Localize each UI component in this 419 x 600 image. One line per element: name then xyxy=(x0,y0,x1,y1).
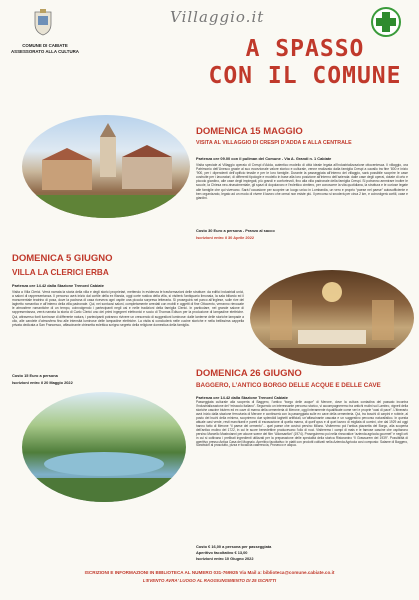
event2-subtitle: VILLA LA CLERICI ERBA xyxy=(12,268,109,277)
villaggio-logo: Villaggio.it xyxy=(170,8,265,26)
event2-departure: Partenza ore 14.42 dalla Stazione Trenord Cabiate xyxy=(12,283,104,288)
event1-cost: Costo 30 Euro a persona - Pranzo al sacco xyxy=(196,228,275,233)
event3-aperitivo: Aperitivo facoltativo € 13,00 xyxy=(196,550,248,555)
event1-subtitle: VISITA AL VILLAGGIO DI CRESPI D’ADDA E ALLA CENTRALE xyxy=(196,140,352,146)
footer-contact: ISCRIZIONI E INFORMAZIONI IN BIBLIOTECA AL NUMERO 031-769925 Via Mail a: biblioteca@comune.cabiate.co.it xyxy=(84,570,335,575)
event3-body: Passeggiata culturale alla scoperta di Baggero, l’antico “borgo delle acque” di Merone, dove la cultura contadina del passato incontra l’industrializzazione del “miracolo italiano”. Seguendo un interessante percorso storico, vi accompagneremo tra antichi mulini sul Lambro, vigneti della storiche cascine biutem ed ex cave di marna della cementeria di Merone, oggi interamente riqualificate come veri e proprie “oasi di pace”. L’itinerario avrà inizio dalla stazione ferroviaria di Merone e continuerà con la passeggiata sulle ex cave della cementeria. Qui, tra boschi di carpini e robinie, al posto dei buchi della miniera, scopriremo due splendidi laghetti artificiali, un’affascinante cascata e un suggestivo percorso naturalistico. In questa attuale oasi verde, resti marchianti e pareti di escavazione di quella marna, di quell’opus e di quel lavoro di migliaia di uomini, che dal 1929 ad oggi hanno fatto di Merone “il paese del cemento”... quel paese che costruì persino Milano. Visiteremo poi l’antica piazzetta del Borgo, alla scoperta dell’antico mulino del 1722, in cui le suore benedettine producevano l’olio di noci. Visiteremo i campi di mais e le famose cascine che ospitarono persino Marcello Mastroianni per alcune scene del film “Allonsanfàn” (1974). Proseguiremo poi nella rinnovatice “azienda agricola gourmet” e negli orti in cui si coltivano i prelibati ingredienti utilizzati per la preparazione delle specialità della storica Ristoranino “Il Grassurem del 1939”. Possibilità di aperitivo presso Antica Casa del Mugnaio. Aperitivo facoltativo: in piatti con prodotti coltivati nella Azienda Agricola cosi composto: Salame di Baggero, Sandwich al prosciutto, pizza e focaccia casereccia, Prosecco e acqua. xyxy=(196,400,408,448)
baggero-lake-photo xyxy=(22,392,186,502)
event2-cost: Costo 15 Euro a persona xyxy=(12,373,58,378)
event1-signup: Iscrizioni entro il 30 Aprile 2022 xyxy=(196,235,255,240)
event3-signup: Iscrizioni entro 10 Giugno 2022 xyxy=(196,556,254,561)
event1-departure: Partenza ore 09.00 con il pullman del Comune - Via A. Grandi n. 1 Cabiate xyxy=(196,156,332,161)
villa-clerici-interior-photo xyxy=(250,270,414,366)
event1-date: DOMENICA 15 MAGGIO xyxy=(196,126,303,137)
event3-date: DOMENICA 26 GIUGNO xyxy=(196,368,302,379)
crespi-village-photo xyxy=(22,115,190,218)
event1-body: Visita speciale al Villaggio operaio di Crespi d’Adda, autentico modello di città ideale legata all’industrializzazione ottocentesca. Il villaggio, ora Patrimonio dell’Unesco grazie al suo eccezionale valore storico e culturale, venne realizzato dalla famiglia Crespi a cavallo tra fine ’800 e inizio ’900, per i dipendenti dell’opificio tessile e per le loro famiglie. Durante la passeggiata all’interno del villaggio, sarà possibile scoprire le case costruite per i lavoratori, di differenti tipologie e modello in base alla loro posizione all’interno dell’azienda: dalle case degli operai, dotate di orto e piccolo giardino, alle case degli impiegati, più grandi e confortevoli, fino alla villa padronale della famiglia Crespi. Si potranno ammirare inoltre le scuole, la Chiesa neo-rinascimentale, gli spazi di dopolavoro e l’eclettico cimitero, per conoscere la vita quotidiana, la struttura e le curiose legate alle famiglie che qui vivevano. Sarà l’occasione per scoprire un luogo unico in Lombardia, un vero e proprio “paese nel paese” autosufficiente e ben organizzato, legato ad un modo di vivere il lavoro che ormai non esiste più. Il percorso si snoderà per circa 2 km, e coinvolgerà cortili, case e giardini. xyxy=(196,163,408,200)
comune-crest-icon xyxy=(32,8,54,36)
event3-departure: Partenza ore 14.42 dalla Stazione Trenord Cabiate xyxy=(196,395,288,400)
event2-signup: Iscrizioni entro il 20 Maggio 2022 xyxy=(12,380,73,385)
org-name: COMUNE DI CABIATE ASSESSORATO ALLA CULTURA xyxy=(11,43,79,54)
page-title: A SPASSO CON IL COMUNE xyxy=(208,36,402,89)
event3-cost: Costo € 16,00 a persona per passeggiata xyxy=(196,544,272,549)
green-cross-icon xyxy=(371,7,401,37)
event2-date: DOMENICA 5 GIUGNO xyxy=(12,253,113,264)
footer-note: L’EVENTO AVRA’ LUOGO AL RAGGIUNGIMENTO DI 25 ISCRITTI xyxy=(142,578,277,583)
event2-body: Visita a Villa Clerici. Verrà narrata la storia della villa e degli storici proprietari, mettendo in evidenza le trasformazioni delle strutture: da edifici industriali unici, a saloni di rappresentanza. Il percorso avrà inizio dal cortile della ex filanda, oggi corte rustica della villa, si visiterà l’antiquario limonaia, la sala biliardo ed il monumentale teatrino di posa, dove la padrona di casa riceveva ogni ospite una piccola sorpresa letteraria. Si proseguirà nel parco all’inglese, sulle rive del laghetto romantico e all’interno della villa padronale. Qui, nei sontuosi saloni, completamente arredati con mobili e oggetti di fine Ottocento, verranno rievocate le atmosfere romantiche di un tempo, coinvolgendo i partecipanti negli usi e nelle tradizioni della famiglia Clerici. In particolare, nel grande salone di rappresentanza, verrà narrata la storia di Carlo Clerici uno dei primi ingegneri elettronici e socio di Thomas Edison per la produzione di lampadine elettriche. Qui, attraverso fonti luminose di differente natura, i partecipanti potranno rivivere un crescendo di suggestioni luminose: dalle lanterne delle storiche lampade a olio, alle candele d’atmosfera fino alle intensità luminose delle lampadine elettriche. La visita si concluderà nelle cucine storiche e nella bellissima cappella privata dedicata a San Francesco, affascinante chiesetta eclettica scrigno segreto della religione domestica della famiglia. xyxy=(12,290,244,327)
event3-subtitle: BAGGERO, L’ANTICO BORGO DELLE ACQUE E DELLE CAVE xyxy=(196,382,381,389)
